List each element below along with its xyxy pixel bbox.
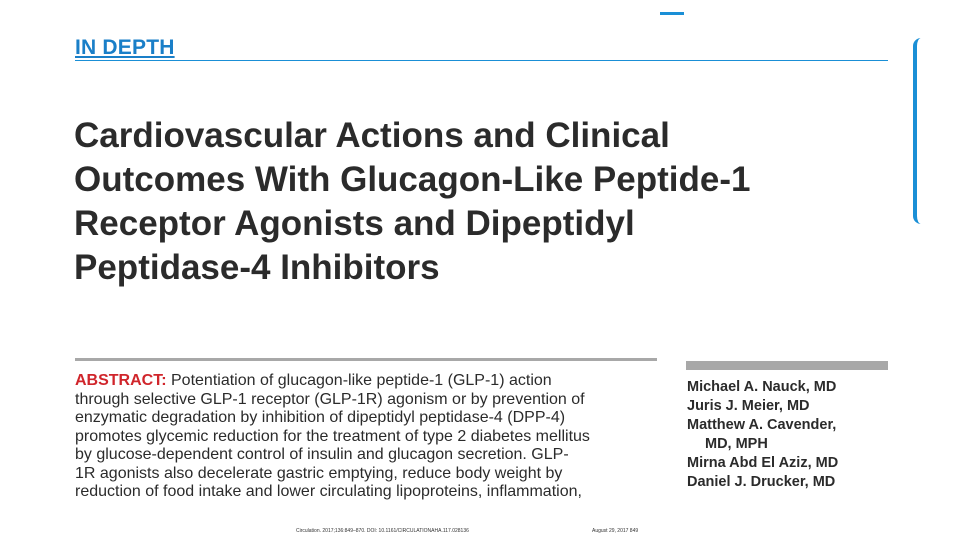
abstract-line: enzymatic degradation by inhibition of dipeptidyl peptidase-4 (DPP-4) xyxy=(75,409,566,426)
title-line: Receptor Agonists and Dipeptidyl xyxy=(74,204,635,243)
footer-citation: Circulation. 2017;136:849–870. DOI: 10.1161/CIRCULATIONAHA.117.028136 xyxy=(296,528,469,534)
section-label: IN DEPTH xyxy=(75,36,175,59)
abstract-line: through selective GLP-1 receptor (GLP-1R) agonism or by prevention of xyxy=(75,390,585,408)
abstract-line-text: Potentiation of glucagon-like peptide-1 (GLP-1) action xyxy=(171,372,552,389)
section-divider xyxy=(75,60,888,61)
margin-bracket xyxy=(913,38,921,224)
article-title xyxy=(74,114,874,290)
abstract-divider xyxy=(75,358,657,361)
abstract-line: promotes glycemic reduction for the treatment of type 2 diabetes mellitus xyxy=(75,427,590,445)
abstract-line: by glucose-dependent control of insulin and glucagon secretion. GLP- xyxy=(75,446,569,463)
abstract-text xyxy=(75,372,665,524)
footer-date-page: August 29, 2017 849 xyxy=(592,528,639,534)
author-name: Daniel J. Drucker, MD xyxy=(687,474,836,490)
title-line: Outcomes With Glucagon-Like Peptide-1 xyxy=(74,160,751,199)
abstract-line: reduction of food intake and lower circulating lipoproteins, inflammation, xyxy=(75,483,582,500)
author-name: Mirna Abd El Aziz, MD xyxy=(687,455,839,471)
author-name: Matthew A. Cavender, xyxy=(687,417,837,433)
abstract-label: ABSTRACT: xyxy=(75,372,167,389)
author-credentials: MD, MPH xyxy=(705,436,768,452)
author-list xyxy=(687,378,897,492)
header-accent-mark xyxy=(660,12,684,15)
title-line: Peptidase-4 Inhibitors xyxy=(74,248,440,287)
abstract-line: 1R agonists also decelerate gastric emptying, reduce body weight by xyxy=(75,464,563,482)
author-name: Juris J. Meier, MD xyxy=(687,398,810,414)
title-line: Cardiovascular Actions and Clinical xyxy=(74,116,670,155)
abstract-line xyxy=(75,372,665,391)
author-name: Michael A. Nauck, MD xyxy=(687,379,837,395)
authors-divider xyxy=(686,361,888,370)
